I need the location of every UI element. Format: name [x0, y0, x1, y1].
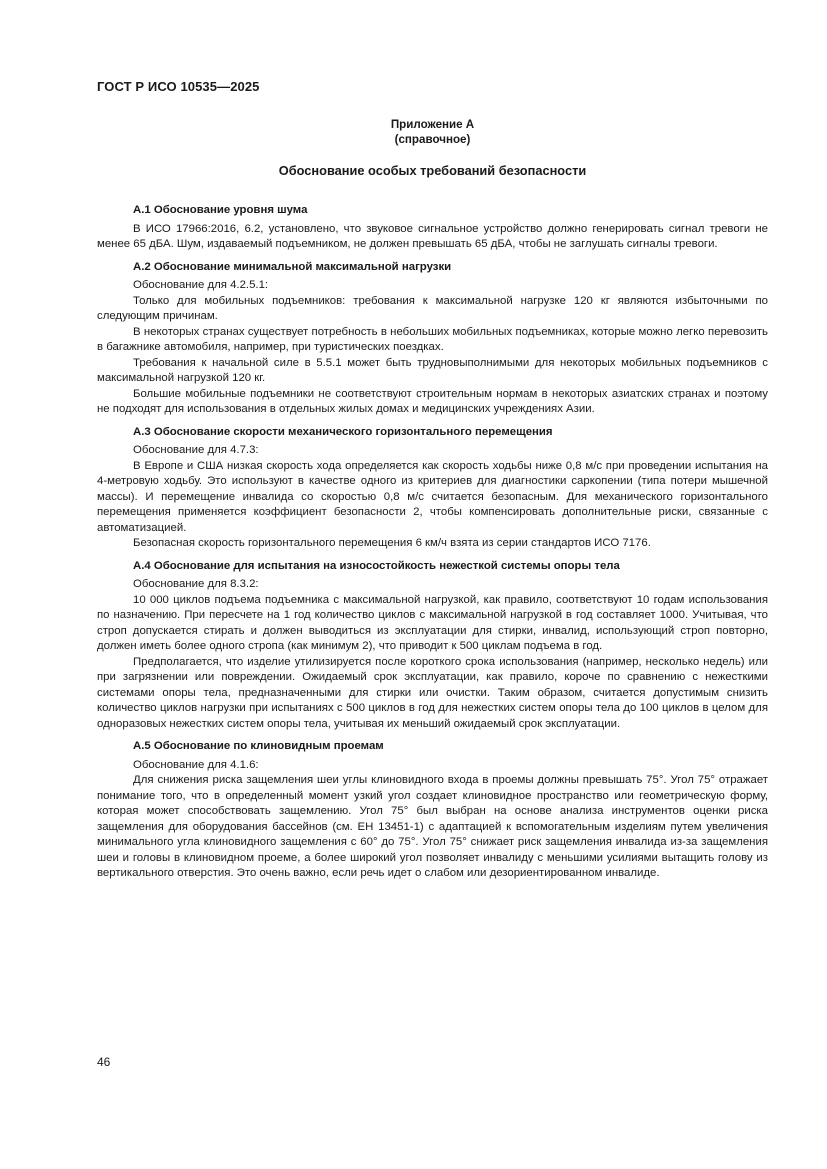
paragraph: Для снижения риска защемления шеи углы клиновидного входа в проемы должны превышать 75°. Угол 75° отражает понимание того, что в определенный момент узкий угол создает клиновидное пространство или геометрическую форму, которая может способствовать защемлению. Угол 75° был выбран на основе анализа инструментов оценки риска защемления для оборудования бассейнов (см. ЕН 13451-1) с адаптацией к вспомогательным изделиям путем увеличения минимального угла клиновидного защемления с 60° до 75°. Угол 75° снижает риск защемления инвалида из-за защемления шеи и головы в клиновидном проеме, а более широкий угол позволяет инвалиду с меньшими усилиями вытащить голову из вертикального отверстия. Это очень важно, если речь идет о слабом или дезориентированном инвалиде. — [97, 774, 768, 879]
appendix-block — [97, 117, 768, 147]
paragraph: 10 000 циклов подъема подъемника с максимальной нагрузкой, как правило, соответствуют 10 годам использования по назначению. При пересчете на 1 год количество циклов с максимальной нагрузкой в год составляет 1000. Учитывая, что строп допускается стирать и должен выводиться из эксплуатации для стирки, инвалид, использующий строп повторно, должен иметь более одного стропа (как минимум 2), что приводит к 500 циклам подъема в год. — [97, 593, 768, 652]
document-id-header: ГОСТ Р ИСО 10535—2025 — [97, 79, 260, 94]
appendix-title: Обоснование особых требований безопасности — [278, 163, 587, 178]
paragraph: Требования к начальной силе в 5.5.1 может быть трудновыполнимыми для некоторых мобильных подъемников с максимальной нагрузкой 120 кг. — [97, 356, 768, 384]
section-heading-a2: А.2 Обоснование минимальной максимальной нагрузки — [133, 260, 452, 273]
page-number: 46 — [97, 1055, 111, 1069]
paragraph: Обоснование для 4.1.6: — [133, 758, 259, 771]
paragraph: В ИСО 17966:2016, 6.2, установлено, что звуковое сигнальное устройство должно генерировать сигнал тревоги не менее 65 дБА. Шум, издаваемый подъемником, не должен превышать 65 дБА, чтобы не заглушать сигналы тревоги. — [97, 222, 768, 250]
paragraph: В некоторых странах существует потребность в небольших мобильных подъемниках, которые можно легко перевозить в багажнике автомобиля, например, при туристических поездках. — [97, 325, 768, 353]
document-body — [97, 203, 768, 882]
paragraph: В Европе и США низкая скорость хода определяется как скорость ходьбы ниже 0,8 м/с при проведении испытания на 4-метровую ходьбу. Это используют в качестве одного из критериев для диагностики саркопении (типа потери мышечной массы). И перемещение инвалида со скоростью 0,8 м/с считается безопасным. Для механического горизонтального перемещения применяется коэффициент безопасности 2, чтобы компенсировать дополнительные риски, связанные с автоматизацией. — [97, 459, 768, 534]
section-heading-a5: А.5 Обоснование по клиновидным проемам — [133, 740, 384, 752]
section-heading-a1: А.1 Обоснование уровня шума — [133, 204, 308, 216]
paragraph: Только для мобильных подъемников: требования к максимальной нагрузке 120 кг являются избыточными по следующим причинам. — [97, 294, 768, 322]
appendix-type: (справочное) — [394, 133, 471, 146]
appendix-label: Приложение А — [390, 118, 475, 131]
paragraph: Обоснование для 4.2.5.1: — [133, 279, 269, 291]
paragraph: Безопасная скорость горизонтального перемещения 6 км/ч взята из серии стандартов ИСО 7176. — [133, 537, 651, 549]
section-heading-a3: А.3 Обоснование скорости механического горизонтального перемещения — [133, 425, 553, 438]
paragraph: Предполагается, что изделие утилизируется после короткого срока использования (например, несколько недель) или при загрязнении или повреждении. Ожидаемый срок эксплуатации, как правило, короче по сравнению с нежесткими системами опоры тела, предназначенными для стирки или очистки. Таким образом, считается допустимым снизить количество циклов нагрузки при испытаниях с 500 циклов в год для нежестких систем опоры тела до 100 циклов в целом для одноразовых нежестких систем опоры тела, учитывая их меньший ожидаемый срок эксплуатации. — [97, 655, 768, 730]
paragraph: Обоснование для 8.3.2: — [133, 578, 259, 590]
paragraph: Обоснование для 4.7.3: — [133, 444, 259, 456]
paragraph: Большие мобильные подъемники не соответствуют строительным нормам в некоторых азиатских странах и поэтому не подходят для использования в отдельных жилых домах и медицинских учреждениях Азии. — [97, 387, 768, 415]
section-heading-a4: А.4 Обоснование для испытания на износостойкость нежесткой системы опоры тела — [133, 559, 620, 572]
